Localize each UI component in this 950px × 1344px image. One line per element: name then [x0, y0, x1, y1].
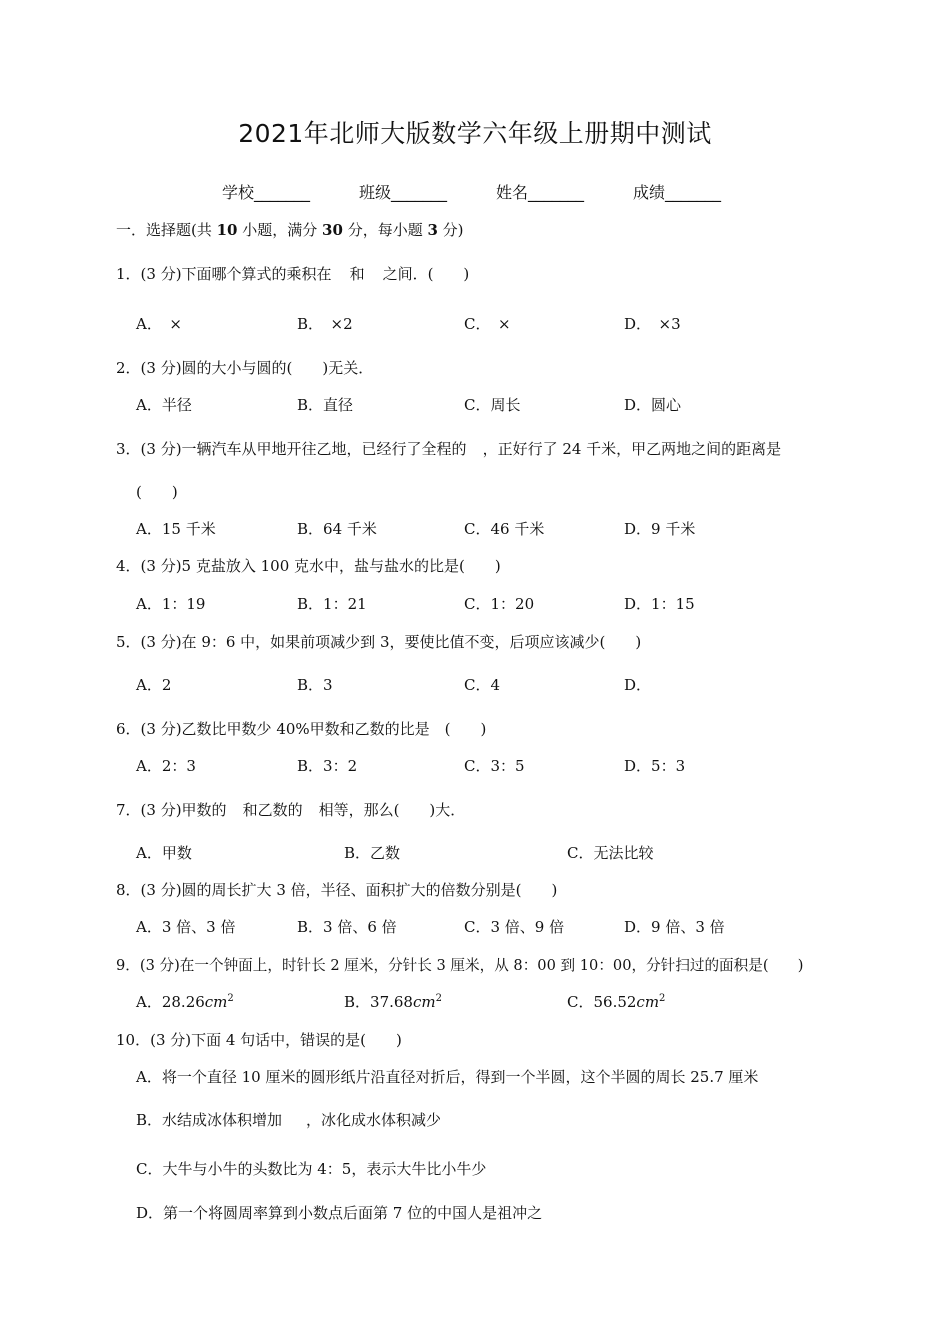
q9-option-a-unit: cm — [204, 993, 228, 1011]
q1-stem-a: 1．(3 分)下面哪个算式的乘积在 — [116, 265, 332, 283]
q3-stem-b: ，正好行了 24 千米，甲乙两地之间的距离是 — [482, 440, 782, 458]
q7-stem-c: 相等，那么( )大． — [318, 801, 466, 819]
q9-option-b — [344, 991, 442, 1012]
q10-option-a: A．将一个直径 10 厘米的圆形纸片沿直径对折后，得到一个半圆，这个半圆的周长 25.7 厘米 — [136, 1068, 759, 1086]
q10-option-b-text-a: B．水结成冰体积增加 — [136, 1111, 283, 1129]
score-field: 成绩_______ — [633, 183, 722, 202]
q9-option-b-value: B．37.68 — [344, 993, 413, 1011]
section-text-b: 小题，满分 — [237, 221, 323, 239]
question-6-stem: 6．(3 分)乙数比甲数少 40%甲数和乙数的比是 ( ) — [116, 720, 487, 738]
q8-option-a: A．3 倍、3 倍 — [136, 918, 236, 936]
q10-option-b — [136, 1109, 441, 1130]
q3-option-a: A．15 千米 — [136, 520, 216, 538]
section-text-c: 分，每小题 — [342, 221, 428, 239]
q8-option-d: D．9 倍、3 倍 — [624, 918, 725, 936]
q9-option-b-exp: 2 — [435, 993, 442, 1004]
q8-option-b: B．3 倍、6 倍 — [297, 918, 397, 936]
q9-option-a-exp: 2 — [227, 993, 234, 1004]
q9-option-a — [136, 991, 234, 1012]
question-10-stem: 10．(3 分)下面 4 句话中，错误的是( ) — [116, 1031, 402, 1049]
q1-option-d: D． ×3 — [624, 315, 681, 333]
question-2-stem: 2．(3 分)圆的大小与圆的( )无关． — [116, 359, 374, 377]
q3-option-c: C．46 千米 — [464, 520, 545, 538]
section-each: 3 — [427, 221, 438, 239]
question-7-stem — [116, 799, 465, 820]
q7-option-c: C．无法比较 — [567, 844, 654, 862]
q9-option-b-unit: cm — [412, 993, 436, 1011]
q5-option-b: B．3 — [297, 676, 333, 694]
question-8-stem: 8．(3 分)圆的周长扩大 3 倍，半径、面积扩大的倍数分别是( ) — [116, 881, 558, 899]
q4-option-d: D．1：15 — [624, 595, 695, 613]
class-field: 班级_______ — [359, 183, 448, 202]
question-9-stem: 9．(3 分)在一个钟面上，时针长 2 厘米，分针长 3 厘米，从 8：00 到 10：00，分针扫过的面积是( ) — [116, 957, 804, 974]
q3-stem-a: 3．(3 分)一辆汽车从甲地开往乙地，已经行了全程的 — [116, 440, 467, 458]
q7-option-a: A．甲数 — [136, 844, 192, 862]
q3-option-b: B．64 千米 — [297, 520, 377, 538]
q1-option-b: B． ×2 — [297, 315, 353, 333]
q4-option-b: B．1：21 — [297, 595, 367, 613]
q6-option-c: C．3：5 — [464, 757, 525, 775]
q10-option-c: C．大牛与小牛的头数比为 4：5，表示大牛比小牛少 — [136, 1160, 487, 1178]
name-field: 姓名_______ — [496, 183, 585, 202]
q4-option-a: A．1：19 — [136, 595, 206, 613]
section-total: 30 — [322, 221, 343, 239]
q10-option-b-text-b: ，冰化成水体积减少 — [306, 1111, 442, 1129]
q5-option-c: C．4 — [464, 676, 501, 694]
q1-option-a: A． × — [136, 315, 182, 333]
q6-option-b: B．3：2 — [297, 757, 358, 775]
q2-option-c: C．周长 — [464, 396, 521, 414]
question-4-stem: 4．(3 分)5 克盐放入 100 克水中，盐与盐水的比是( ) — [116, 557, 501, 575]
q10-option-d: D．第一个将圆周率算到小数点后面第 7 位的中国人是祖冲之 — [136, 1204, 543, 1222]
q1-option-c: C． × — [464, 315, 511, 333]
q9-option-a-value: A．28.26 — [136, 993, 205, 1011]
question-5-stem: 5．(3 分)在 9：6 中，如果前项减少到 3，要使比值不变，后项应该减少( ) — [116, 633, 642, 651]
q3-option-d: D．9 千米 — [624, 520, 696, 538]
q2-option-a: A．半径 — [136, 396, 192, 414]
q7-stem-a: 7．(3 分)甲数的 — [116, 801, 227, 819]
section-text-d: 分) — [437, 221, 464, 239]
q9-option-c-exp: 2 — [659, 993, 666, 1004]
q5-option-a: A．2 — [136, 676, 172, 694]
q7-stem-b: 和乙数的 — [242, 801, 303, 819]
q6-option-d: D．5：3 — [624, 757, 686, 775]
q1-stem-b: 和 — [349, 265, 365, 283]
q6-option-a: A．2：3 — [136, 757, 196, 775]
q5-option-d: D． — [624, 676, 652, 694]
question-3-stem — [116, 438, 781, 459]
q8-option-c: C．3 倍、9 倍 — [464, 918, 565, 936]
section-count: 10 — [216, 221, 238, 239]
school-field: 学校_______ — [222, 183, 311, 202]
q9-option-c-value: C．56.52 — [567, 993, 637, 1011]
section-heading — [116, 219, 464, 240]
q7-option-b: B．乙数 — [344, 844, 401, 862]
q1-stem-c: 之间．( ) — [382, 265, 470, 283]
q2-option-b: B．直径 — [297, 396, 354, 414]
q4-option-c: C．1：20 — [464, 595, 535, 613]
document-title: 2021年北师大版数学六年级上册期中测试 — [238, 119, 712, 148]
question-1-stem — [116, 263, 469, 284]
q9-option-c — [567, 991, 665, 1012]
section-text-a: 一．选择题(共 — [116, 221, 217, 239]
q9-option-c-unit: cm — [636, 993, 660, 1011]
q2-option-d: D．圆心 — [624, 396, 682, 414]
question-3-paren: ( ) — [136, 483, 178, 501]
